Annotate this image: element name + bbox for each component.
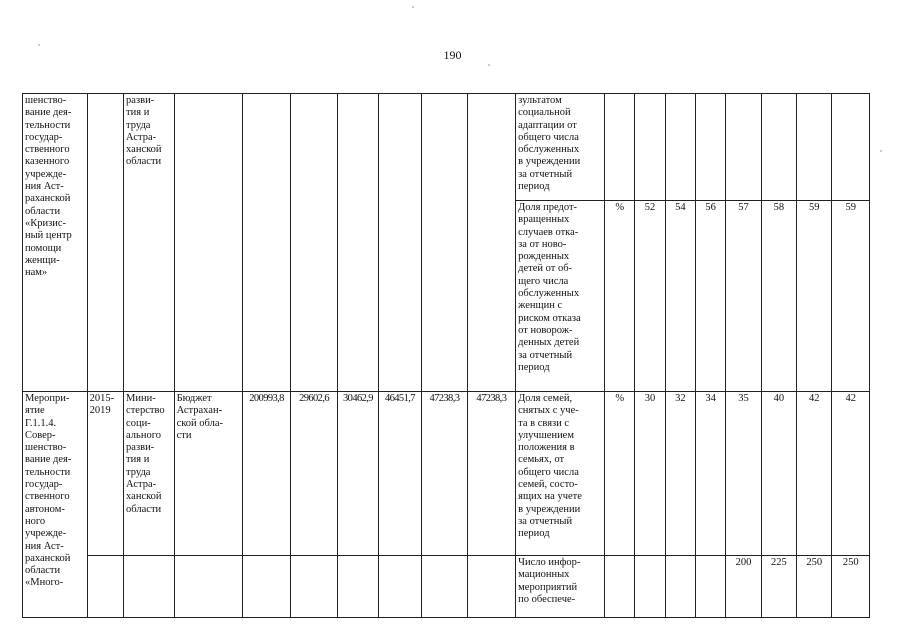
value-cell: 225 [761, 556, 796, 618]
indicator-cell: Доля семей, снятых с уче- та в связи с улучшением положения в семьях, от общего числа семей, состо- ящих на учете в учреждении за отчетный период [516, 392, 605, 556]
executor-cell: разви- тия и труда Астра- ханской области [124, 94, 175, 392]
value-cell: 56 [696, 201, 726, 392]
funding-cell [290, 94, 338, 392]
value-cell [635, 94, 665, 201]
scan-speck [488, 64, 490, 66]
unit-cell [605, 556, 635, 618]
funding-cell [378, 94, 421, 392]
funding-cell [467, 94, 516, 392]
value-cell: 57 [726, 201, 761, 392]
table-row [23, 556, 870, 618]
table-row [23, 94, 870, 201]
value-cell [696, 94, 726, 201]
funding-cell: 47238,3 [467, 392, 516, 556]
indicator-cell: зультатом социальной адаптации от общего числа обслуженных в учреждении за отчетный период [516, 94, 605, 201]
scan-speck [38, 44, 40, 46]
table-row [23, 392, 870, 556]
event-name-cell: шенство- вание дея- тельности государ- ственного казенного учрежде- ния Аст- раханской области «Кризис- ный центр помощи женщи- нам» [23, 94, 88, 392]
period-cell [87, 556, 123, 618]
funding-cell [243, 556, 291, 618]
value-cell [832, 94, 870, 201]
program-table [22, 93, 870, 618]
source-cell [174, 556, 243, 618]
value-cell [635, 556, 665, 618]
value-cell [797, 94, 832, 201]
funding-cell [422, 94, 467, 392]
funding-cell: 30462,9 [338, 392, 378, 556]
value-cell [665, 94, 695, 201]
funding-cell [243, 94, 291, 392]
unit-cell: % [605, 201, 635, 392]
value-cell: 35 [726, 392, 761, 556]
funding-cell [338, 556, 378, 618]
source-cell [174, 94, 243, 392]
funding-cell [422, 556, 467, 618]
period-cell: 2015- 2019 [87, 392, 123, 556]
unit-cell [605, 94, 635, 201]
value-cell: 32 [665, 392, 695, 556]
value-cell: 30 [635, 392, 665, 556]
indicator-cell: Доля предот- вращенных случаев отка- за от ново- рожденных детей от об- щего числа обслуженных женщин с риском отказа от новорож- денных детей за отчетный период [516, 201, 605, 392]
event-name-cell: Меропри- ятие Г.1.1.4. Совер- шенство- вание дея- тельности государ- ственного автоном- ного учрежде- ния Аст- раханской области «Много- [23, 392, 88, 618]
funding-cell [290, 556, 338, 618]
funding-cell: 200993,8 [243, 392, 291, 556]
value-cell [696, 556, 726, 618]
scan-speck [880, 150, 882, 152]
value-cell: 40 [761, 392, 796, 556]
executor-cell: Мини- стерство соци- ального разви- тия и труда Астра- ханской области [124, 392, 175, 556]
value-cell [665, 556, 695, 618]
value-cell: 42 [797, 392, 832, 556]
period-cell [87, 94, 123, 392]
source-cell: Бюджет Астрахан- ской обла- сти [174, 392, 243, 556]
value-cell: 59 [797, 201, 832, 392]
funding-cell: 29602,6 [290, 392, 338, 556]
value-cell: 250 [797, 556, 832, 618]
value-cell: 250 [832, 556, 870, 618]
funding-cell [378, 556, 421, 618]
value-cell: 58 [761, 201, 796, 392]
indicator-cell: Число инфор- мационных мероприятий по обеспече- [516, 556, 605, 618]
value-cell [726, 94, 761, 201]
funding-cell: 46451,7 [378, 392, 421, 556]
value-cell: 200 [726, 556, 761, 618]
value-cell: 42 [832, 392, 870, 556]
value-cell: 54 [665, 201, 695, 392]
funding-cell [467, 556, 516, 618]
value-cell: 52 [635, 201, 665, 392]
unit-cell: % [605, 392, 635, 556]
scan-speck [412, 6, 414, 8]
page-number: 190 [443, 48, 462, 62]
value-cell [761, 94, 796, 201]
funding-cell: 47238,3 [422, 392, 467, 556]
executor-cell [124, 556, 175, 618]
value-cell: 59 [832, 201, 870, 392]
value-cell: 34 [696, 392, 726, 556]
funding-cell [338, 94, 378, 392]
